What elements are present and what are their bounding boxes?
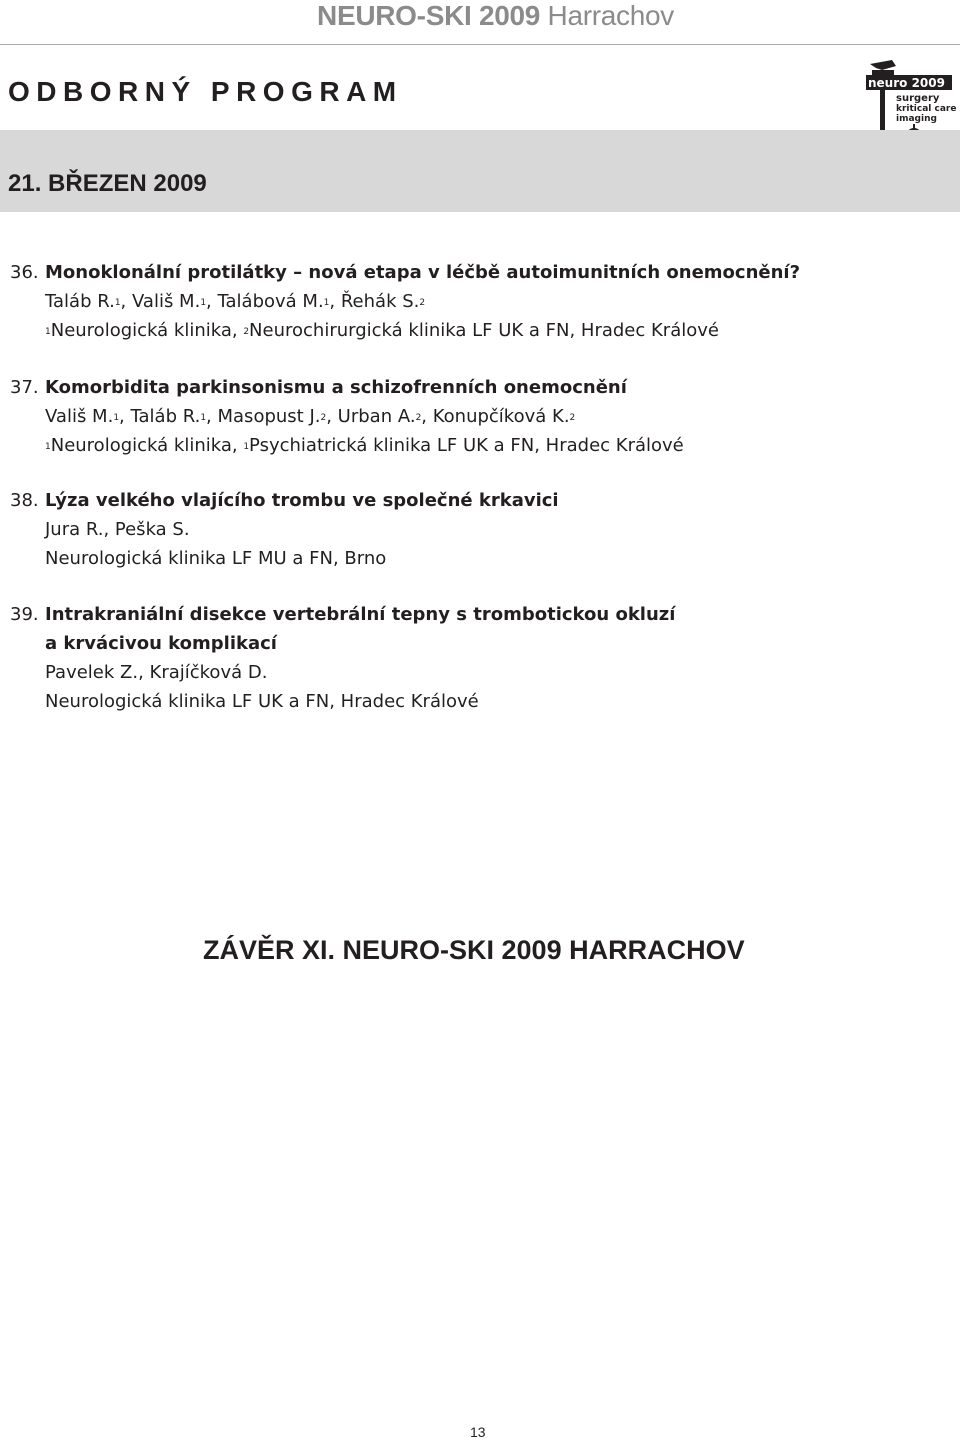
entry-affiliation — [10, 316, 910, 345]
entry-number: 39. — [10, 604, 39, 625]
entry-number: 38. — [10, 490, 39, 511]
page-number: 13 — [470, 1424, 486, 1440]
author-sup: 1 — [200, 298, 207, 308]
author-name: Taláb R. — [130, 406, 201, 427]
author-sep: , — [326, 406, 338, 427]
program-entry-37 — [10, 373, 910, 460]
author-name: Urban A. — [337, 406, 416, 427]
affil-sup: 1 — [45, 327, 51, 337]
entry-title-line — [10, 373, 910, 402]
running-header — [317, 0, 674, 32]
closing-heading: ZÁVĚR XI. NEURO-SKI 2009 HARRACHOV — [203, 935, 745, 965]
author-sup: 2 — [415, 413, 422, 423]
author-sup: 2 — [320, 413, 327, 423]
program-entry-38 — [10, 486, 910, 573]
author-sup: 1 — [200, 413, 207, 423]
entry-affiliation — [10, 431, 910, 460]
author-sep: , — [206, 291, 218, 312]
entry-authors: Pavelek Z., Krajíčková D. — [45, 662, 268, 683]
entry-title: Intrakraniální disekce vertebrální tepny s trombotickou okluzí — [45, 604, 676, 625]
author-name: Vališ M. — [45, 406, 114, 427]
entry-affiliation: Neurologická klinika LF MU a FN, Brno — [45, 548, 387, 569]
author-name: Masopust J. — [217, 406, 321, 427]
affil-text: Neurologická klinika, — [50, 320, 244, 341]
logo-line2: surgery — [896, 93, 940, 104]
author-sep: , — [421, 406, 433, 427]
entry-title: Lýza velkého vlajícího trombu ve společné krkavici — [45, 490, 559, 511]
author-sep: , — [120, 291, 132, 312]
entry-affiliation: Neurologická klinika LF UK a FN, Hradec Králové — [45, 691, 479, 712]
entry-authors — [10, 287, 910, 316]
affil-text: Neurologická klinika, — [50, 435, 244, 456]
logo-line4: imaging — [896, 114, 937, 124]
author-sep: , — [119, 406, 131, 427]
entry-title: Monoklonální protilátky – nová etapa v léčbě autoimunitních onemocnění? — [45, 262, 801, 283]
entry-authors — [10, 402, 910, 431]
running-header-event: NEURO-SKI 2009 — [317, 0, 541, 31]
affil-sup: 2 — [243, 327, 250, 337]
affil-text: Neurochirurgická klinika LF UK a FN, Hradec Králové — [249, 320, 719, 341]
author-name: Talábová M. — [217, 291, 324, 312]
program-entry-36 — [10, 258, 910, 345]
entry-number: 36. — [10, 262, 39, 283]
author-sep: , — [329, 291, 341, 312]
entry-title-line — [10, 486, 910, 515]
entry-title-cont: a krvácivou komplikací — [45, 633, 277, 654]
author-sup: 1 — [113, 413, 120, 423]
affil-sup: 1 — [45, 442, 51, 452]
author-name: Konupčíková K. — [432, 406, 570, 427]
affil-sup: 1 — [243, 442, 250, 452]
entry-title-line — [10, 629, 910, 658]
author-sup: 2 — [569, 413, 576, 423]
entry-title: Komorbidita parkinsonismu a schizofrenních onemocnění — [45, 377, 627, 398]
entry-number: 37. — [10, 377, 39, 398]
entry-title-line — [10, 600, 910, 629]
author-sep: , — [206, 406, 218, 427]
program-entry-39 — [10, 600, 910, 716]
author-sup: 1 — [114, 298, 121, 308]
date-band — [0, 130, 960, 212]
logo-line3: kritical care — [896, 104, 956, 114]
entry-title-line — [10, 258, 910, 287]
running-header-place: Harrachov — [547, 0, 674, 31]
entry-authors: Jura R., Peška S. — [45, 519, 190, 540]
author-sup: 2 — [419, 298, 426, 308]
author-name: Vališ M. — [132, 291, 201, 312]
author-name: Taláb R. — [45, 291, 115, 312]
program-title: ODBORNÝ PROGRAM — [8, 76, 403, 107]
header-rule — [0, 44, 960, 45]
program-date: 21. BŘEZEN 2009 — [8, 170, 207, 197]
affil-text: Psychiatrická klinika LF UK a FN, Hradec Králové — [249, 435, 684, 456]
author-name: Řehák S. — [340, 291, 420, 312]
author-sup: 1 — [323, 298, 330, 308]
logo-line1: neuro 2009 — [868, 76, 945, 90]
